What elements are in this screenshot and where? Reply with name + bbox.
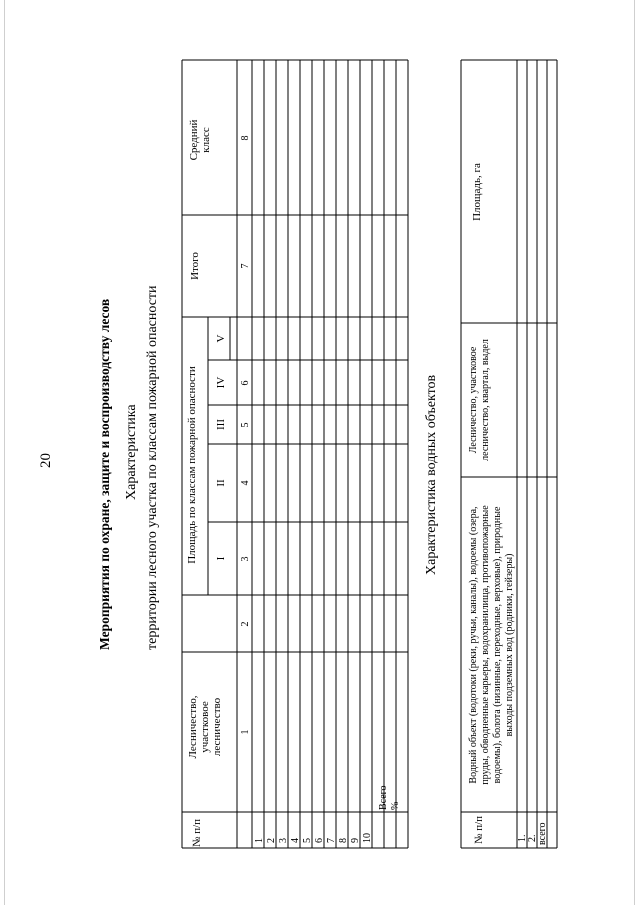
table1-row-number: 6	[314, 838, 325, 843]
table1-header-class: II	[215, 479, 227, 487]
table1-header-class: I	[215, 556, 227, 561]
table1-total-label: Всего	[378, 785, 389, 810]
table1-column-number: 4	[240, 480, 251, 486]
table1-caption-line2: территории лесного участка по классам пожарной опасности	[145, 285, 160, 650]
fire-class-table	[182, 60, 408, 848]
table2-row-number: 2.	[527, 834, 538, 842]
table1-header-forestry: Лесничество,	[187, 695, 199, 759]
table1-row-number: 7	[326, 838, 337, 843]
table1-header-forestry: лесничество	[211, 697, 223, 757]
section-title: Мероприятия по охране, защите и воспроизводству лесов	[97, 298, 112, 650]
table1-row-number: 4	[290, 838, 301, 843]
table1-header-total: Итого	[189, 252, 201, 280]
table2-header-num: № п/п	[473, 815, 485, 845]
table1-row-number: 10	[362, 833, 373, 843]
table1-row-number: 2	[266, 838, 277, 843]
table1-percent-label: %	[390, 801, 401, 810]
table1-column-number: 2	[240, 621, 251, 627]
table1-row-number: 3	[278, 838, 289, 843]
table1-row-number: 8	[338, 838, 349, 843]
table1-row-number: 5	[302, 838, 313, 843]
table1-header-avg-class: класс	[200, 127, 212, 153]
table1-header-class: IV	[215, 376, 227, 389]
table2-header-area: Площадь, га	[471, 163, 483, 221]
table1-column-number: 3	[240, 556, 251, 562]
table1-column-number: 6	[240, 380, 251, 386]
table2-header-object: водоемы), болота (низинные, переходные, верховые), природные	[492, 506, 503, 784]
table1-column-number: 7	[240, 263, 251, 269]
table1-header-class: III	[215, 419, 227, 430]
table1-header-avg-class: Средний	[188, 119, 200, 161]
page-number: 20	[38, 453, 54, 468]
table1-header-forestry: участковое	[199, 701, 211, 753]
table1-column-number: 8	[240, 135, 251, 141]
table1-row-number: 1	[254, 838, 265, 843]
table1-header-class: V	[215, 334, 227, 343]
table2-total-label: всего	[537, 822, 548, 845]
table1-header-num: № п/п	[191, 818, 203, 848]
table1-row-number: 9	[350, 838, 361, 843]
table2-header-object: пруды, обводненные карьеры, водохранилища, противопожарные	[480, 505, 491, 785]
table2-header-object: Водный объект (водотоки (реки, ручьи, каналы), водоемы (озера,	[468, 506, 479, 784]
table2-caption: Характеристика водных объектов	[424, 374, 439, 575]
table1-header-area-group: Площадь по классам пожарной опасности	[186, 366, 198, 564]
water-objects-table	[461, 60, 557, 848]
table1-caption-line1: Характеристика	[124, 404, 139, 500]
table1-column-number: 1	[240, 729, 251, 735]
table1-column-number: 5	[240, 422, 251, 428]
table2-header-object: выходы подземных вод (родники, гейзеры)	[504, 553, 515, 737]
table2-header-location: Лесничество, участковое	[468, 346, 479, 454]
table2-row-number: 1.	[517, 834, 528, 842]
table2-header-location: лесничество, квартал, выдел	[480, 339, 491, 461]
